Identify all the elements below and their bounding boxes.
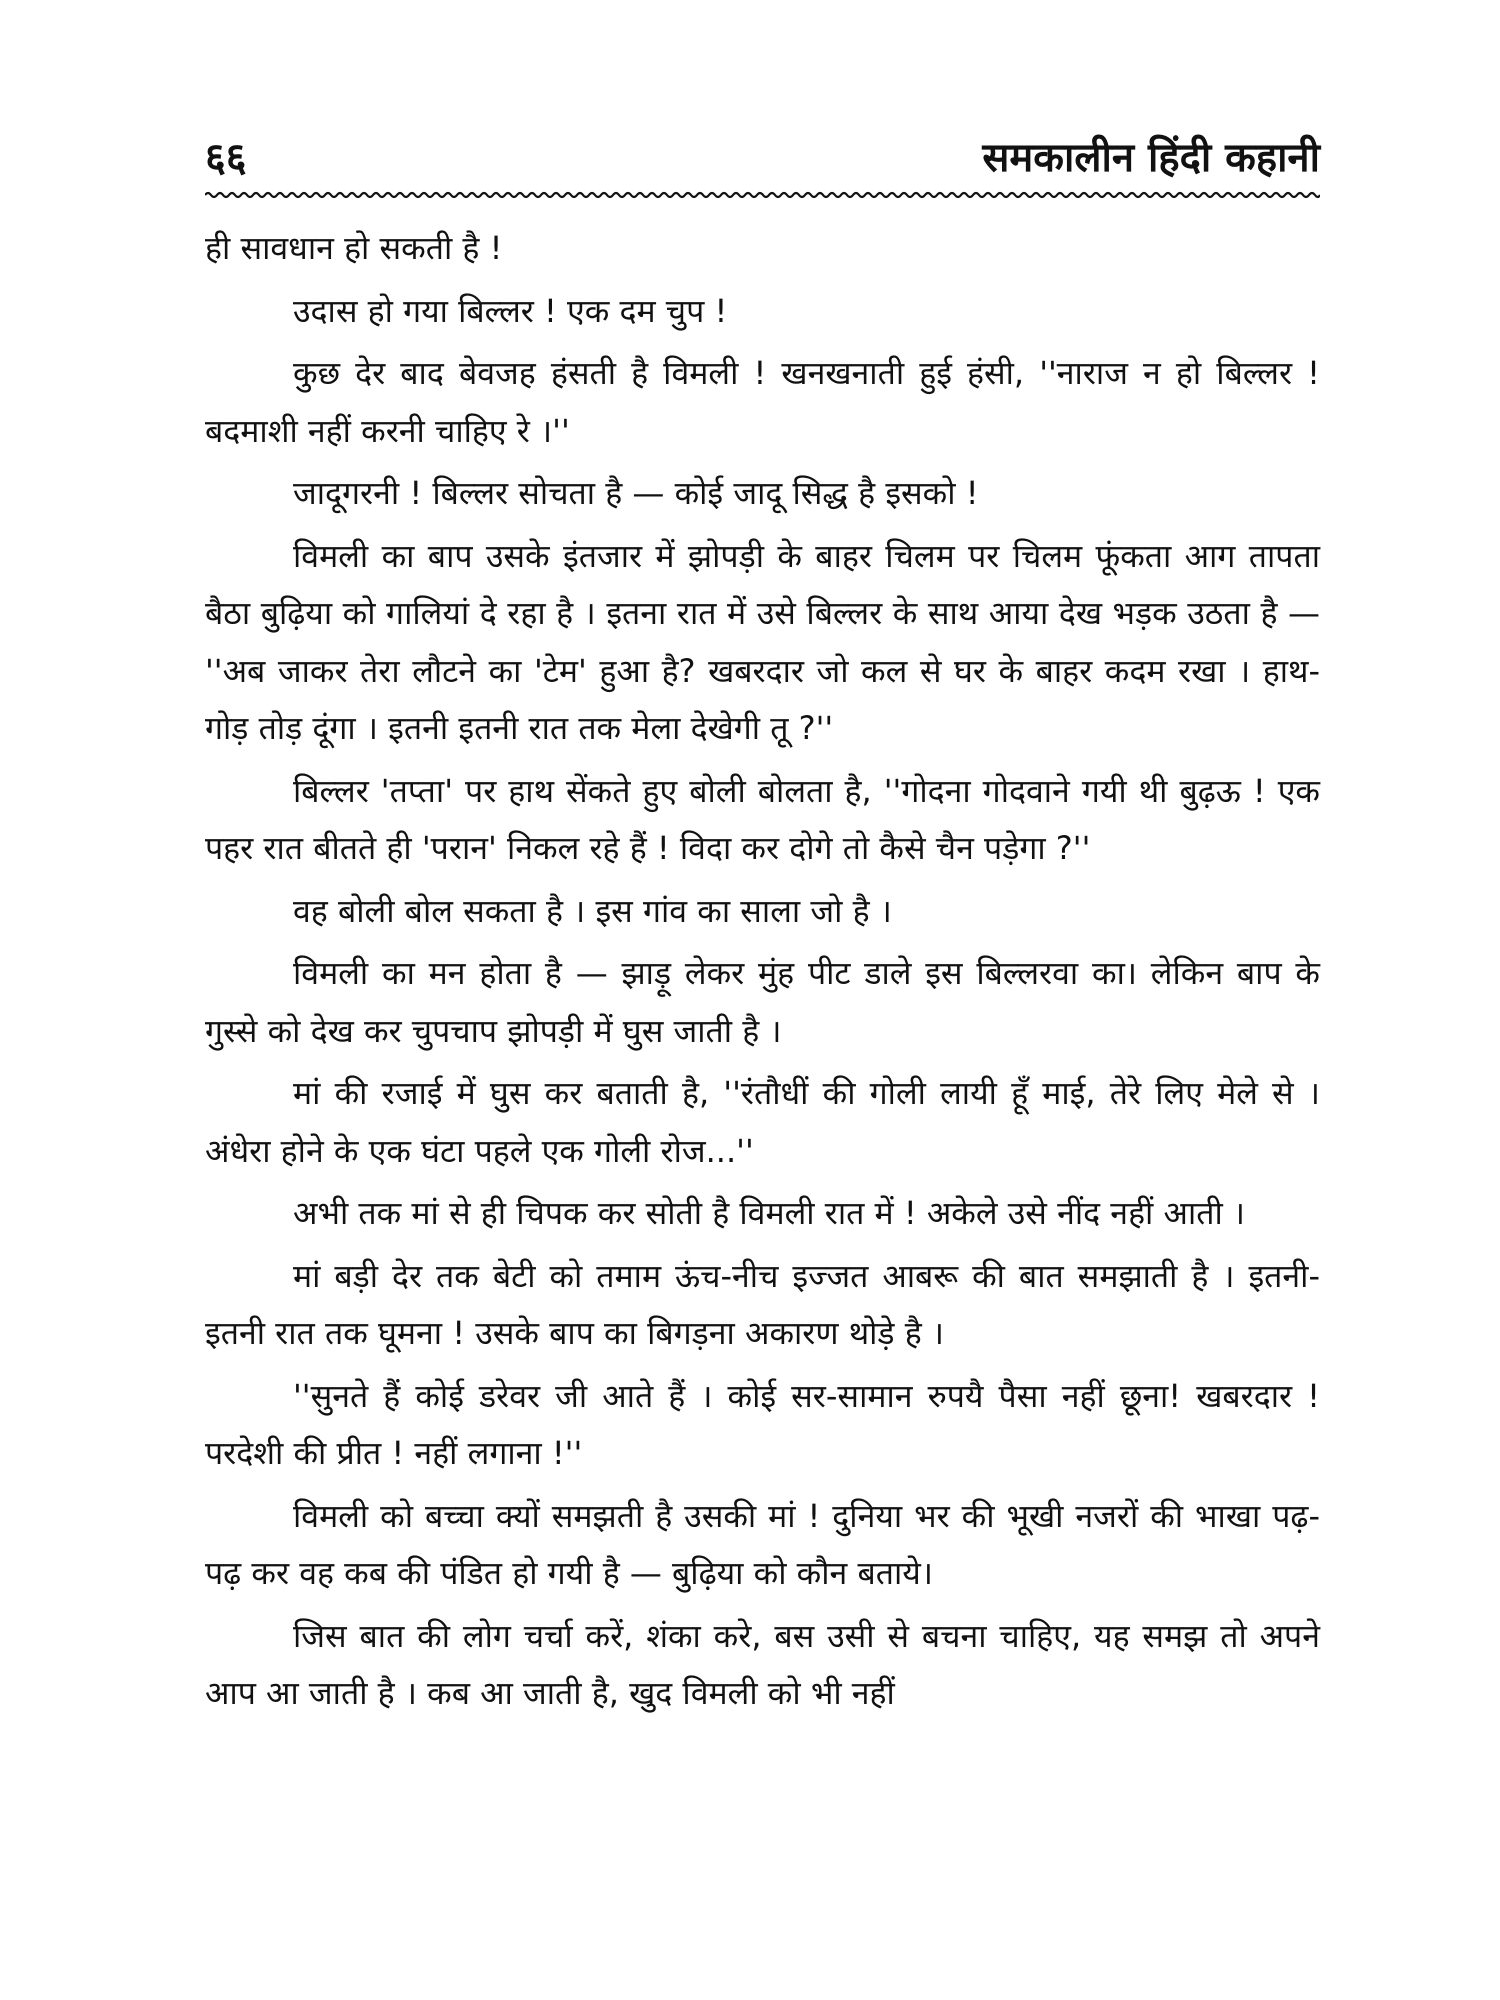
paragraph: विमली का मन होता है — झाड़ू लेकर मुंह पीट डाले इस बिल्लरवा का। लेकिन बाप के गुस्से को देख कर चुपचाप झोपड़ी में घुस जाती है । <box>205 954 1320 1050</box>
paragraph: विमली का बाप उसके इंतजार में झोपड़ी के बाहर चिलम पर चिलम फूंकता आग तापता बैठा बुढ़िया को गालियां दे रहा है । इतना रात में उसे बिल्लर के साथ आया देख भड़क उठता है — ''अब जाकर तेरा लौटने का 'टेम' हुआ है? खबरदार जो कल से घर के बाहर कदम रखा । हाथ-गोड़ तोड़ दूंगा । इतनी इतनी रात तक मेला देखेगी तू ?'' <box>205 536 1320 747</box>
paragraph: कुछ देर बाद बेवजह हंसती है विमली ! खनखनाती हुई हंसी, ''नाराज न हो बिल्लर ! बदमाशी नहीं करनी चाहिए रे ।'' <box>205 354 1320 450</box>
decorative-wavy-rule <box>205 190 1320 200</box>
paragraph: मां की रजाई में घुस कर बताती है, ''रंतौधीं की गोली लायी हूँ माई, तेरे लिए मेले से । अंधेरा होने के एक घंटा पहले एक गोली रोज...'' <box>205 1074 1320 1170</box>
paragraph: विमली को बच्चा क्यों समझती है उसकी मां ! दुनिया भर की भूखी नजरों की भाखा पढ़-पढ़ कर वह कब की पंडित हो गयी है — बुढ़िया को कौन बताये। <box>205 1496 1320 1592</box>
body-text <box>205 220 1320 1728</box>
page-number: ६६ <box>205 135 247 181</box>
paragraph: वह बोली बोल सकता है । इस गांव का साला जो है । <box>293 891 892 930</box>
paragraph: बिल्लर 'तप्ता' पर हाथ सेंकते हुए बोली बोलता है, ''गोदना गोदवाने गयी थी बुढ़ऊ ! एक पहर रात बीतते ही 'परान' निकल रहे हैं ! विदा कर दोगे तो कैसे चैन पड़ेगा ?'' <box>205 771 1320 867</box>
paragraph: जादूगरनी ! बिल्लर सोचता है — कोई जादू सिद्ध है इसको ! <box>293 474 979 512</box>
paragraph: अभी तक मां से ही चिपक कर सोती है विमली रात में ! अकेले उसे नींद नहीं आती । <box>293 1194 1246 1232</box>
paragraph: ही सावधान हो सकती है ! <box>205 229 503 267</box>
page-header <box>205 128 1320 188</box>
paragraph: ''सुनते हैं कोई डरेवर जी आते हैं । कोई सर-सामान रुपयै पैसा नहीं छूना! खबरदार ! परदेशी की प्रीत ! नहीं लगाना !'' <box>205 1376 1320 1472</box>
running-title: समकालीन हिंदी कहानी <box>982 135 1320 181</box>
paragraph: जिस बात की लोग चर्चा करें, शंका करे, बस उसी से बचना चाहिए, यह समझ तो अपने आप आ जाती है । कब आ जाती है, खुद विमली को भी नहीं <box>205 1616 1320 1712</box>
paragraph: मां बड़ी देर तक बेटी को तमाम ऊंच-नीच इज्जत आबरू की बात समझाती है । इतनी-इतनी रात तक घूमना ! उसके बाप का बिगड़ना अकारण थोड़े है । <box>205 1256 1320 1352</box>
paragraph: उदास हो गया बिल्लर ! एक दम चुप ! <box>293 291 728 330</box>
